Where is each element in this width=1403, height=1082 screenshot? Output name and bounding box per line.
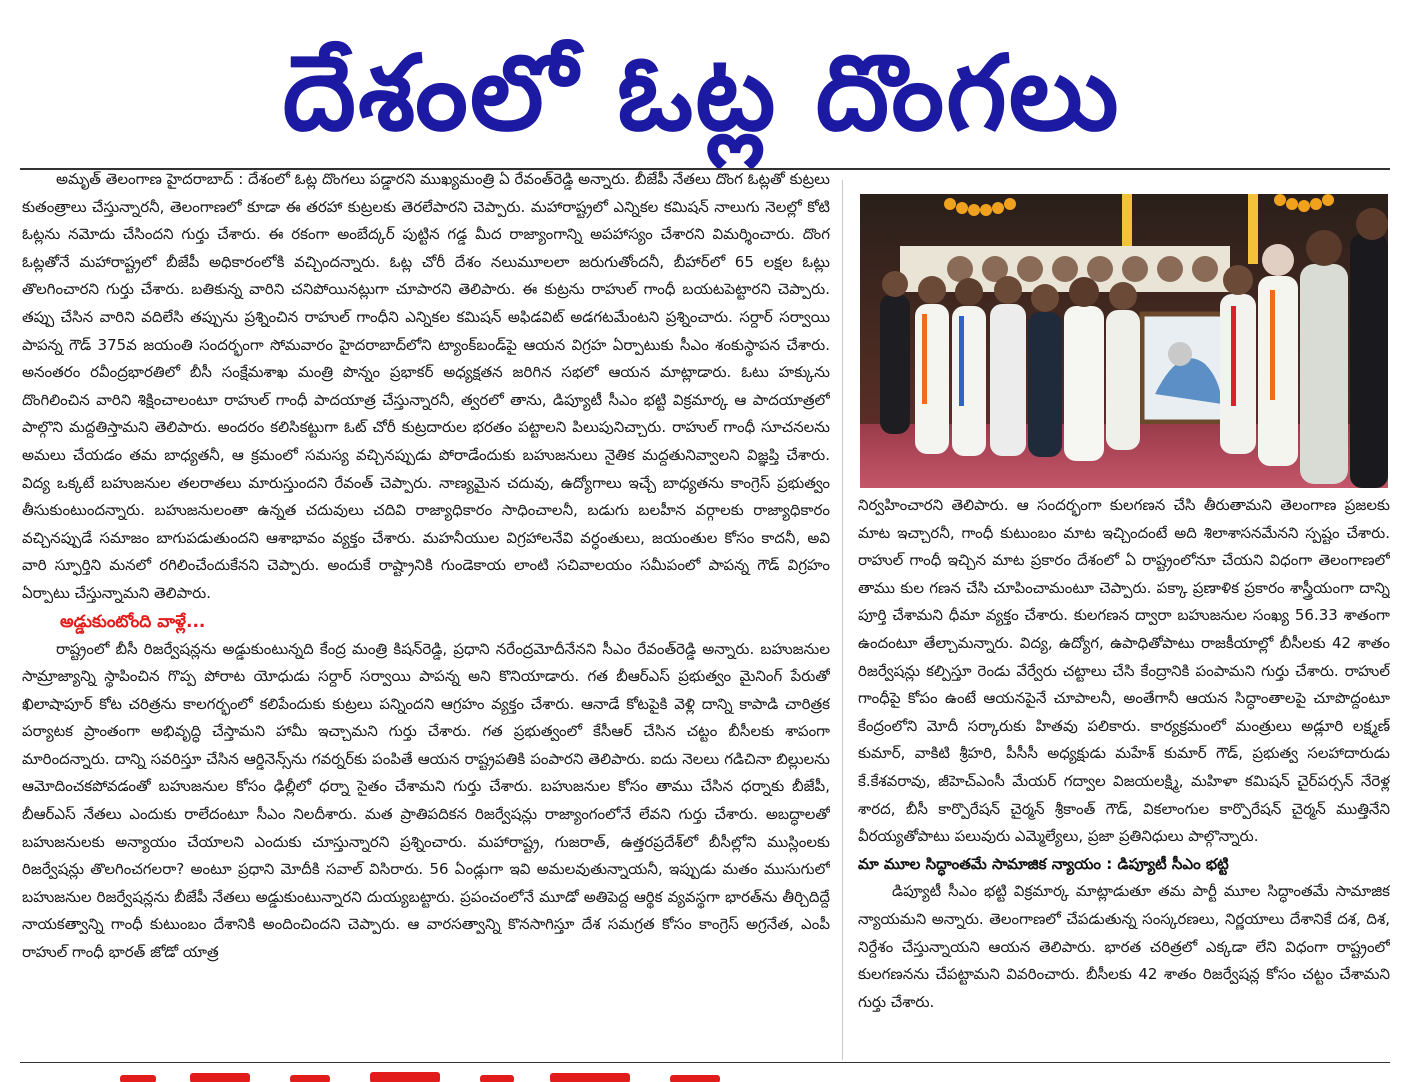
article-lead-body: దేశంలో ఓట్ల దొంగలు పడ్డారని ముఖ్యమంత్రి ఏ రేవంత్‌రెడ్డి అన్నారు. బీజేపీ నేతలు దొంగ ఓట్లతో కుట్రలు కుతంత్రాలు చేస్తున్నారనీ, తెలంగాణలో కూడా ఈ తరహా కుట్రలకు తెరలేపారని చెప్పారు. మహారాష్ట్రలో ఎన్నికల కమిషన్ నాలుగు నెలల్లో కోటి ఓట్లను నమోదు చేసిందని గుర్తు చేశారు. ఈ రకంగా అంబేద్కర్ పుట్టిన గడ్డ మీద రాజ్యాంగాన్ని అపహాస్యం చేశారని విమర్శించారు. దొంగ ఓట్లతోనే మహారాష్ట్రలో బీజేపీ అధికారంలోకి వచ్చిందన్నారు. ఓట్ల చోరీ దేశం నలుమూలలా జరుగుతోందనీ, బీహార్‌లో 65 లక్షల ఓట్లు తొలగించారని గుర్తు చేశారు. బతికున్న వారిని చనిపోయినట్లుగా చూపారని తెలిపారు. ఈ కుట్రను రాహుల్ గాంధీ బయటపెట్టారని చెప్పారు. తప్పు చేసిన వారిని వదిలేసి తప్పును ప్రశ్నించిన రాహుల్ గాంధీని ఎన్నికల కమిషన్ అఫిడవిట్ అడగటమేంటని ప్రశ్నించారు. సర్దార్ సర్వాయి పాపన్న గౌడ్ 375వ జయంతి సందర్భంగా సోమవారం హైదరాబాద్‌లోని ట్యాంక్‌బండ్‌పై ఆయన విగ్రహ ఏర్పాటుకు సీఎం శంకుస్థాపన చేశారు. అనంతరం రవీంద్రభారతిలో బీసీ సంక్షేమశాఖ మంత్రి పొన్నం ప్రభాకర్ అధ్యక్షతన జరిగిన సభలో ఆయన మాట్లాడారు. ఓటు హక్కును దొంగిలించిన వారిని శిక్షించాలంటూ రాహుల్ గాంధీ పాదయాత్ర చేస్తున్నారనీ, త్వరలో తాను, డిప్యూటీ సీఎం భట్టి విక్రమార్క ఆ పాదయాత్రలో పాల్గొని మద్దతిస్తామని తెలిపారు. అందరం కలిసికట్టుగా ఓట్ చోరీ కుట్రదారుల భరతం పట్టాలని పిలుపునిచ్చారు. రాహుల్ గాంధీ సూచనలను అమలు చేయడం తమ బాధ్యతనీ, ఆ క్రమంలో సమస్య వచ్చినప్పుడు పోరాడేందుకు బహుజనులు నైతిక మద్దతునివ్వాలని విజ్ఞప్తి చేశారు. విద్య ఒక్కటే బహుజనుల తలరాతలు మారుస్తుందని రేవంత్ చెప్పారు. నాణ్యమైన చదువు, ఉద్యోగాలు ఇచ్చే బాధ్యతను కాంగ్రెస్ ప్రభుత్వం తీసుకుంటుందన్నారు. బహుజనులంతా ఉన్నత చదువులు చదివి రాజ్యాధికారం సాధించాలనీ, బడుగు బలహీన వర్గాలకు రాజ్యాధికారం వచ్చినప్పుడే సమాజం బాగుపడుతుందని ఆశాభావం వ్యక్తం చేశారు. మహనీయుల విగ్రహాలనేవి వర్ధంతులు, జయంతుల కోసం కాదనీ, అవి వారి స్ఫూర్తిని మనలో రగిలించేందుకేనని చెప్పారు. అందుకే రాష్ట్రానికి గుండెకాయ లాంటి సచివాలయం సమీపంలో పాపన్న గౌడ్ విగ్రహం ఏర్పాటు చేస్తున్నామని తెలిపారు. [22,170,830,602]
subhead-bhatti: మా మూల సిద్ధాంతమే సామాజిక న్యాయం : డిప్యూటీ సీఎం భట్టి [858,854,1229,873]
article-left-column [22,166,830,1066]
headline: దేశంలో ఓట్ల దొంగలు [282,32,1121,154]
dateline: అమృత్ తెలంగాణ హైదరాబాద్ : [56,170,244,188]
subhead-adduku: అడ్డుకుంటోంది వాళ్లే... [60,611,206,632]
article-lead-paragraph [22,166,830,608]
event-photo [860,194,1388,488]
article-right-continuation: నిర్వహించారని తెలిపారు. ఆ సందర్భంగా కులగణన చేసి తీరుతామని తెలంగాణ ప్రజలకు మాట ఇచ్చారనీ, గాంధీ కుటుంబం మాట ఇచ్చిందంటే అది శిలాశాసనమేనని స్పష్టం చేశారు. రాహుల్ గాంధీ ఇచ్చిన మాట ప్రకారం దేశంలో ఏ రాష్ట్రంలోనూ చేయని విధంగా తెలంగాణలో తాము కుల గణన చేసి చూపించామంటూ చెప్పారు. పక్కా ప్రణాళిక ప్రకారం శాస్త్రీయంగా దాన్ని పూర్తి చేశామని ధీమా వ్యక్తం చేశారు. కులగణన ద్వారా బహుజనుల సంఖ్య 56.33 శాతంగా ఉందంటూ తేల్చామన్నారు. విద్య, ఉద్యోగ, ఉపాధితోపాటు రాజకీయాల్లో బీసీలకు 42 శాతం రిజర్వేషన్లు కల్పిస్తూ రెండు వేర్వేరు చట్టాలు చేసి కేంద్రానికి పంపామని గుర్తు చేశారు. రాహుల్ గాంధీపై కోపం ఉంటే ఆయనపైనే చూపాలనీ, అంతేగానీ ఆయన సిద్ధాంతాలపై చూపొద్దంటూ కేంద్రంలోని మోదీ సర్కారుకు హితవు పలికారు. కార్యక్రమంలో మంత్రులు అడ్లూరి లక్ష్మణ్ కుమార్, వాకిటి శ్రీహరి, పీసీసీ అధ్యక్షుడు మహేశ్ కుమార్ గౌడ్, ప్రభుత్వ సలహాదారుడు కే.కేశవరావు, జీహెచ్ఎంసీ మేయర్ గద్వాల విజయలక్ష్మి, మహిళా కమిషన్ చైర్‌పర్సన్ నేరెళ్ల శారద, బీసీ కార్పొరేషన్ చైర్మన్ శ్రీకాంత్ గౌడ్, వికలాంగుల కార్పొరేషన్ చైర్మన్ ముత్తినేని వీరయ్యతోపాటు పలువురు ఎమ్మెల్యేలు, ప్రజా ప్రతినిధులు పాల్గొన్నారు. [858,496,1390,846]
article-right-column [858,492,1390,1067]
next-headline-strokes [120,1069,760,1082]
column-divider [842,180,843,1060]
event-photo-illustration [860,194,1388,488]
article-right-final: డిప్యూటీ సీఎం భట్టి విక్రమార్క మాట్లాడుతూ తమ పార్టీ మూల సిద్ధాంతమే సామాజిక న్యాయమని అన్నారు. తెలంగాణలో చేపడుతున్న సంస్కరణలు, నిర్ణయాలు దేశానికే దశ, దిశ, నిర్దేశం చేస్తున్నాయని ఆయన తెలిపారు. భారత చరిత్రలో ఎక్కడా లేని విధంగా రాష్ట్రంలో కులగణనను చేపట్టామని వివరించారు. బీసీలకు 42 శాతం రిజర్వేషన్ల కోసం చట్టం చేశామని గుర్తు చేశారు. [858,882,1390,1011]
next-headline-fragment [120,1068,760,1082]
article-section2: రాష్ట్రంలో బీసీ రిజర్వేషన్లను అడ్డుకుంటున్నది కేంద్ర మంత్రి కిషన్‌రెడ్డి, ప్రధాని నరేంద్రమోదీనేనని సీఎం రేవంత్‌రెడ్డి అన్నారు. బహుజనుల సామ్రాజ్యాన్ని స్థాపించిన గొప్ప పోరాట యోధుడు సర్దార్ సర్వాయి పాపన్న అని కొనియాడారు. గత బీఆర్ఎస్ ప్రభుత్వం మైనింగ్ పేరుతో ఖిలాషాపూర్ కోట చరిత్రను కాలగర్భంలో కలిపేందుకు కుట్రలు పన్నిందని ఆగ్రహం వ్యక్తం చేశారు. ఆనాడే కోటపైకి వెళ్లి దాన్ని కాపాడి చారిత్రక పర్యాటక ప్రాంతంగా అభివృద్ధి చేస్తామని హామీ ఇచ్చామని గుర్తు చేశారు. గత ప్రభుత్వంలో కేసీఆర్ చేసిన చట్టం బీసీలకు శాపంగా మారిందన్నారు. దాన్ని సవరిస్తూ చేసిన ఆర్డినెన్స్‌ను గవర్నర్‌కు పంపితే ఆయన రాష్ట్రపతికి పంపారని తెలిపారు. ఐదు నెలలు గడిచినా బిల్లులను ఆమోదించకపోవడంతో బహుజనుల కోసం ఢిల్లీలో ధర్నా సైతం చేశామని గుర్తు చేశారు. బహుజనుల కోసం తాము చేసిన ధర్నాకు బీజేపీ, బీఆర్ఎస్ నేతలు ఎందుకు రాలేదంటూ సీఎం నిలదీశారు. మత ప్రాతిపదికన రిజర్వేషన్లు రాజ్యాంగంలోనే లేవని గుర్తు చేశారు. అబద్ధాలతో బహుజనులకు అన్యాయం చేయాలని ఎందుకు చూస్తున్నారని ప్రశ్నించారు. మహారాష్ట్ర, గుజరాత్, ఉత్తరప్రదేశ్‌లో బీసీల్లోని ముస్లింలకు రిజర్వేషన్లు తొలగించగలరా? అంటూ ప్రధాని మోదీకి సవాల్ విసిరారు. 56 ఏండ్లుగా ఇవి అమలవుతున్నాయనీ, ఇప్పుడు మతం ముసుగులో బహుజనుల రిజర్వేషన్లను బీజేపీ నేతలు అడ్డుకుంటున్నారని దుయ్యబట్టారు. ప్రపంచంలోనే మూడో అతిపెద్ద ఆర్థిక వ్యవస్థగా భారత్‌ను తీర్చిదిద్దే నాయకత్వాన్ని గాంధీ కుటుంబం దేశానికి అందించిందని చెప్పారు. ఆ వారసత్వాన్ని కొనసాగిస్తూ దేశ సమగ్రత కోసం కాంగ్రెస్ అగ్రనేత, ఎంపీ రాహుల్ గాంధీ భారత్ జోడో యాత్ర [22,639,830,962]
bottom-rule [20,1062,1390,1063]
